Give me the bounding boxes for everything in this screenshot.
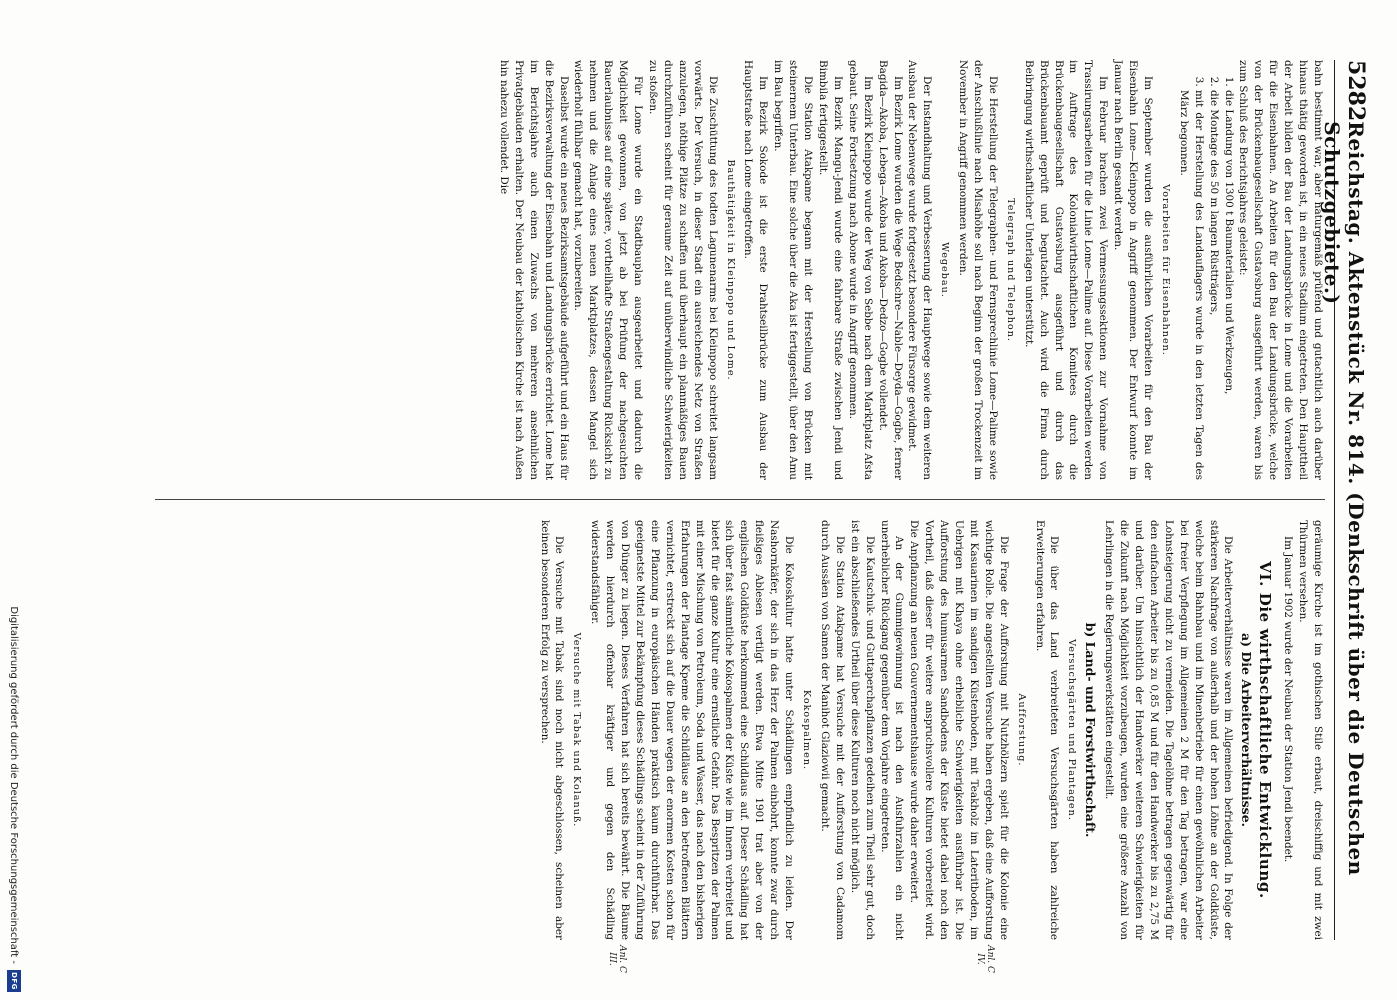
paragraph: Die Kautschuk- und Guttaperchapflanzen gedeihen zum Theil sehr gut, doch ist ein abschließendes Urtheil über diese Kulturen noch nicht möglich. bbox=[848, 520, 876, 940]
margin-note: Anl. C III. bbox=[607, 945, 627, 973]
paragraph: Im Januar 1902 wurde der Neubau der Station Jendi beendet. bbox=[1282, 536, 1295, 863]
paragraph: Die über das Land verbreiteten Versuchsgärten haben zahlreiche Erweiterungen erfahren. bbox=[1033, 520, 1061, 940]
paragraph: Die Zuschüttung des todten Lagunenarms bei Kleinpopo schreitet langsam vorwärts. Der Versuch, in dieser Stadt ein ausreichendes Netz von Straßen anzulegen, nöthige Plätze zu schaffen und überhaupt ein planmäßiges Bauen durchzuführen scheint für geraume Zeit auf unüberwindliche Schwierigkeiten zu stoßen. bbox=[647, 60, 719, 480]
column-divider bbox=[155, 499, 1325, 500]
paragraph: Im Bezirk Sokode ist die erste Drahtseilbrücke zum Ausbau der Hauptstraße nach Lome eingetroffen. bbox=[742, 60, 770, 480]
paragraph: Im September wurden die ausführlichen Vorarbeiten für den Bau der Eisenbahn Lome—Kleinpopo in Angriff genommen. Der Entwurf konnte im Januar nach Berlin gesandt werden. bbox=[1112, 60, 1155, 480]
subheading-coconut: Kokospalmen. bbox=[801, 689, 812, 771]
paragraph: An der Gummigewinnung ist nach den Ausfuhrzahlen ein nicht unerheblicher Rückgang gegenüber dem Vorjahre eingetreten. bbox=[878, 520, 906, 940]
paragraph: Die Arbeiterverhältnisse waren im Allgemeinen befriedigend. In Folge der stärkeren Nachfrage von außerhalb und der hohen Löhne an der Goldküste, welche beim Bahnbau und im Minenbetriebe für einen gewöhnlichen Arbeiter bei freier Verpflegung im Allgemeinen 2 M für den Tag betragen, war eine Lohnsteigerung nicht zu vermeiden. Die Tagelöhne betragen gegenwärtig für den einfachen Arbeiter bis zu 0,85 M und für den Handwerker bis zu 2,75 M und darüber. Um hinsichtlich der Handwerker weiteren Schwierigkeiten für die Zukunft nach Möglichkeit vorzubeugen, wurden eine größere Anzahl von Lehrlingen in die Regierungswerkstätten eingestellt. bbox=[1103, 520, 1235, 940]
paragraph: Die Versuche mit Tabak sind noch nicht abgeschlossen, scheinen aber keinen besonderen Erfolg zu versprechen. bbox=[538, 520, 566, 940]
subheading-forestation: Aufforstung. bbox=[1015, 693, 1027, 767]
work-list bbox=[1176, 60, 1236, 480]
page-number: 5282 bbox=[1343, 60, 1369, 122]
paragraph: geräumige Kirche ist im gothischen Stile erbaut, dreischiffig und mit zwei Thürmen versehen. bbox=[1297, 520, 1324, 940]
subheading-trial-gardens: Versuchsgärten und Plantagen. bbox=[1066, 639, 1078, 821]
subheading-railway: Vorarbeiten für Eisenbahnen. bbox=[1159, 184, 1171, 356]
paragraph: Im Bezirk Mangu-Jendi wurde eine fahrbare Straße zwischen Jendi und Bimbila fertiggestellt. bbox=[817, 60, 844, 480]
header-title: Reichstag. Aktenstück Nr. 814. (Denkschrift über die Deutschen Schutzgebiete.) bbox=[1320, 121, 1368, 876]
list-item: 2. die Montage des 50 m langen Rüstträgers, bbox=[1206, 90, 1221, 480]
subheading-telegraph: Telegraph und Telephon. bbox=[1004, 198, 1016, 342]
subheading-tobacco: Versuche mit Tabak und Kolanuß. bbox=[571, 632, 583, 828]
paragraph: bahn bestimmt war, aber naturgemäß prüfend und gutachtlich auch darüber hinaus thätig geworden ist, in ein neues Stadium eingetreten. Den Haupttheil der Arbeit bilden der Bau der Landungsbrücke in Lome und die Vorarbeiten für die Eisenbahnen. An Arbeiten für den Bau der Landungsbrücke, welche von der Brückenbaugesellschaft Gustavsburg ausgeführt werden, waren bis zum Schluß des Berichtsjahres geleistet: bbox=[1237, 60, 1324, 480]
right-column bbox=[537, 520, 1325, 940]
paragraph: Die Herstellung der Telegraphen- und Fernsprechlinie Lome—Palime sowie der Anschlußlinie nach Misahöhe soll nach Beginn der großen Trockenzeit im November in Angriff genommen werden. bbox=[957, 60, 999, 480]
paragraph: Für Lome wurde ein Stadtbauplan ausgearbeitet und dadurch die Möglichkeit gewonnen, von jetzt ab bei Prüfung der nachgesuchten Bauerlaubnisse auf eine spätere, vortheilhafte Straßengestaltung Rücksicht zu nehmen und die Anlage eines neuen Marktplatzes, dessen Mangel sich wiederholt fühlbar gemacht hat, vorzubereiten. bbox=[572, 60, 645, 480]
subheading-roads: Wegebau. bbox=[939, 242, 951, 298]
section-heading: VI. Die wirthschaftliche Entwicklung. bbox=[1256, 561, 1275, 899]
dfg-logo-icon: DFG bbox=[7, 970, 21, 992]
paragraph: Die Station Atakpame hat Versuche mit der Aufforstung von Cadamom durch Aussäen von Samen der Manihot Glaziowii gemacht. bbox=[818, 520, 846, 940]
paragraph: Die Frage der Aufforstung mit Nutzhölzern spielt für die Kolonie eine wichtige Rolle. Die angestellten Versuche haben ergeben, daß eine Aufforstung mit Kasuarinen im sandigen Küstenboden, mit Teakholz im Lateritboden, im Uebrigen mit Khaya ohne erhebliche Schwierigkeiten ausführbar ist. Die Aufforstung des humusarmen Sandbodens der Küste bietet dabei noch den Vortheil, daß dieser für weitere anspruchsvollere Kulturen vorbereitet wird. Die Anpflanzung an neuen Gouvernementshause wurde daher erweitert. bbox=[908, 520, 1010, 940]
subsection-heading-labor: a) Die Arbeiterverhältnisse. bbox=[1239, 632, 1255, 828]
paragraph: Der Instandhaltung und Verbesserung der Hauptwege sowie dem weiteren Ausbau der Nebenwege wurde fortgesetzt besondere Fürsorge gewidmet. bbox=[906, 60, 934, 480]
digitization-credit: Digitalisierung gefördert durch die Deutsche Forschungsgemeinschaft - bbox=[8, 606, 20, 964]
paragraph: Im Bezirk Kleinpopo wurde der Weg von Sebbe nach dem Marktplatz Afsta gebaut. Seine Fortsetzung nach Abone wurde in Angriff genommen. bbox=[846, 60, 874, 480]
paragraph: Die Station Atakpame begann mit der Herstellung von Brücken mit steinernem Unterbau. Eine solche über die Aka ist fertiggestellt, über den Amu im Bau begriffen. bbox=[772, 60, 815, 480]
paragraph: Im Februar brachen zwei Vermessungssektionen zur Vornahme von Trassirungsarbeiten für die Linie Lome—Palime auf. Diese Vorarbeiten werden im Auftrage des Kolonialwirthschaftlichen Komitees durch die Brückenbaugesellschaft Gustavsburg ausgeführt und durch das Brückenbauamt geprüft und begutachtet. Auch wird die Firma durch Beibringung wirthschaftlicher Unterlagen unterstützt. bbox=[1022, 60, 1110, 480]
left-column bbox=[496, 60, 1325, 480]
subsection-heading-agriculture: b) Land- und Forstwirthschaft. bbox=[1083, 622, 1099, 838]
list-item: 3. mit der Herstellung des Landauflagers wurde in den letzten Tagen des März begonnen. bbox=[1176, 90, 1206, 480]
list-item: 1. die Landung von 1300 t Baumaterialien und Werkzeugen, bbox=[1221, 90, 1236, 480]
paragraph: Im Bezirk Lome wurden die Wege Bedschre—Nable—Deyda—Gogbe, ferner Bagida—Akoba, Lebega—Akoba und Akoba—Dedzo—Gogbe vollendet. bbox=[876, 60, 904, 480]
page-header bbox=[1320, 60, 1369, 940]
paragraph: Die Kokoskultur hatte unter Schädlingen empfindlich zu leiden. Der Nashornkäfer, der sich in das Herz der Palmen einbohrt, konnte zwar durch fleißiges Ablesen vertilgt werden. Etwa Mitte 1901 trat aber von der englischen Goldküste herkommend eine Schildlaus auf. Dieser Schädling hat sich über fast sämmtliche Kokospalmen der Küste wie im Innern verbreitet und bietet für die ganze Kultur eine ernstliche Gefahr. Das Bespritzen der Palmen mit einer Mischung von Petroleum, Soda und Wasser, das nach den bisherigen Erfahrungen der Plantage Kpeme die Schildläuse an den betroffenen Blättern vernichtet, erstreckt sich auf die Dauer wegen der enormen Kosten schon für eine Pflanzung in europäischen Händen praktisch kaum durchführbar. Das geeignetste Mittel zur Bekämpfung dieses Schädlings scheint in der Zuführung von Dünger zu liegen. Dieses Verfahren hat sich bereits bewährt. Die Bäume werden hierdurch offenbar kräftiger und gegen den Schädling widerstandsfähiger. bbox=[589, 520, 796, 940]
paragraph: Daselbst wurde ein neues Bezirksamtsgebäude aufgeführt und ein Haus für die Bezirksverwaltung der Eisenbahn und Landungsbrücke errichtet. Lome hat im Berichtsjahre auch einen Zuwachs von mehreren ansehnlichen Privatgebäuden erhalten. Der Neubau der katholischen Kirche ist nach Außen hin nahezu vollendet. Die bbox=[497, 60, 570, 480]
footer bbox=[3, 0, 25, 1000]
margin-note: Anl. C IV. bbox=[975, 945, 995, 973]
subheading-building: Bauthätigkeit in Kleinpopo und Lome. bbox=[724, 159, 736, 381]
